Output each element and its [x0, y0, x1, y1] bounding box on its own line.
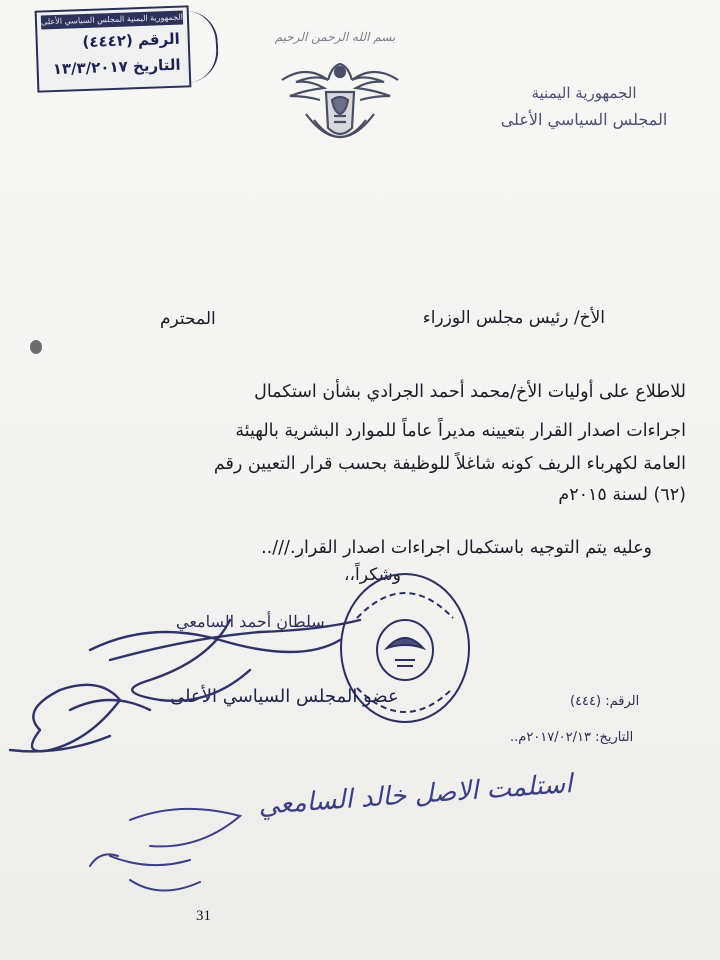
eagle-emblem-icon [276, 50, 404, 160]
letterhead-council: المجلس السياسي الأعلى [500, 110, 668, 129]
body-line-3: العامة لكهرباء الريف كونه شاغلاً للوظيفة بحسب قرار التعيين رقم [213, 454, 686, 474]
reference-date: التاريخ: ٢٠١٧/٠٢/١٣م.. [510, 730, 634, 745]
closing: وشكراً،، [344, 565, 401, 585]
punch-hole [30, 340, 42, 354]
page-number: 31 [196, 908, 211, 924]
stamp-date: التاريخ ١٣/٣/٢٠١٧ [52, 55, 181, 79]
basmala: بسم الله الرحمن الرحيم [274, 30, 396, 44]
body-line-2: اجراءات اصدار القرار بتعيينه مديراً عاماً للموارد البشرية بالهيئة [235, 421, 686, 441]
letterhead [494, 84, 674, 129]
stamp-number: الرقم (٤٤٤٢) [82, 29, 180, 52]
signer-title: عضو المجلس السياسي الأعلى [170, 686, 399, 707]
registration-stamp [35, 5, 192, 92]
handwritten-note: استلمت الاصل خالد السامعي [257, 769, 574, 821]
stamp-edge [184, 9, 220, 83]
signer-name: سلطان أحمد السامعي [176, 612, 325, 631]
body-line-5: وعليه يتم التوجيه باستكمال اجراءات اصدار القرار.///.. [261, 538, 652, 558]
body-line-4: (٦٢) لسنة ٢٠١٥م [558, 485, 686, 505]
body-line-1: للاطلاع على أوليات الأخ/محمد أحمد الجرادي بشأن استكمال [254, 382, 686, 402]
stamp-header: الجمهورية اليمنية المجلس السياسي الأعلى [41, 11, 183, 30]
addressee-honorific: المحترم [160, 309, 216, 329]
letterhead-country: الجمهورية اليمنية [531, 84, 637, 102]
addressee: الأخ/ رئيس مجلس الوزراء [422, 308, 605, 328]
reference-number: الرقم: (٤٤٤) [570, 694, 640, 709]
